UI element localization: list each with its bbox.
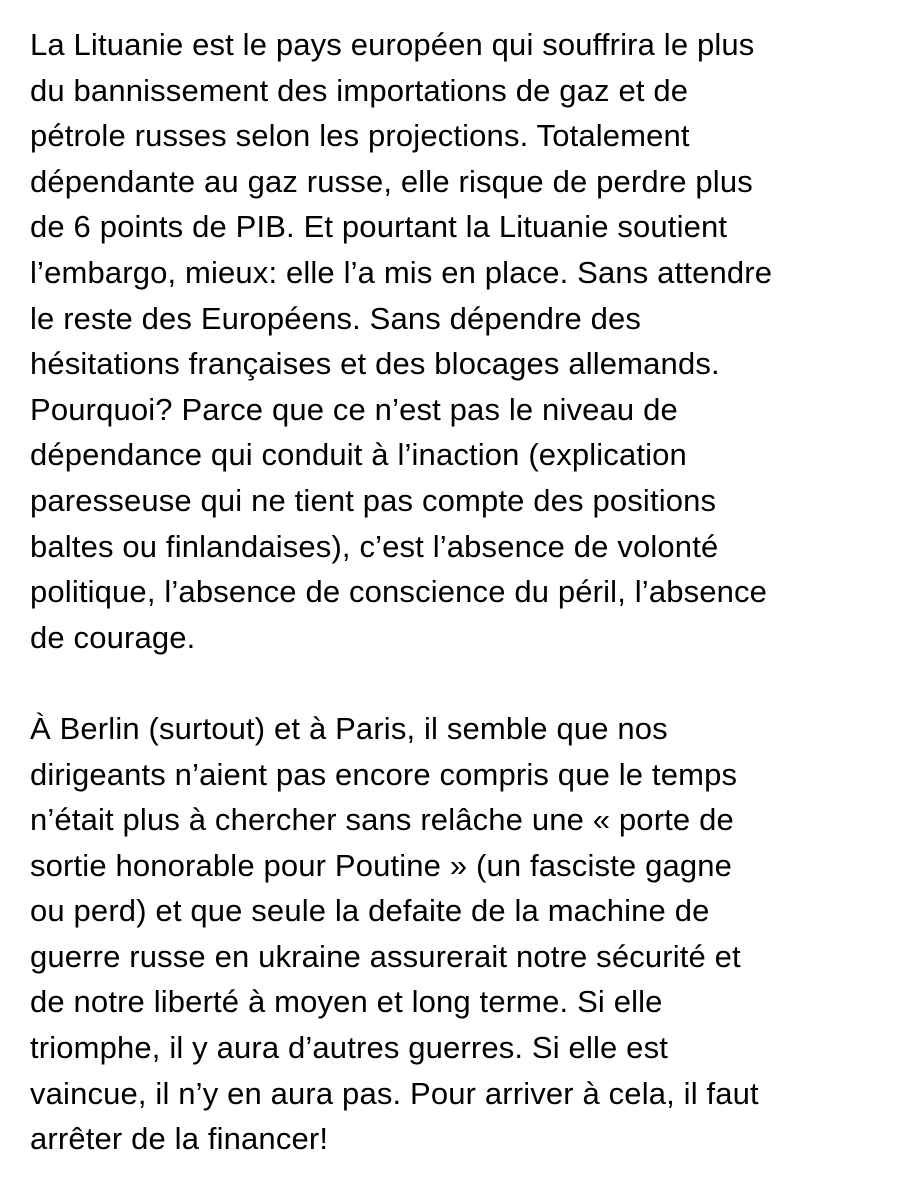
text-line: paresseuse qui ne tient pas compte des positions	[30, 482, 717, 518]
text-line: baltes ou finlandaises), c’est l’absence de volonté	[30, 528, 719, 564]
paragraph-spacer	[30, 660, 880, 706]
paragraph-1	[30, 22, 880, 660]
text-line: dépendante au gaz russe, elle risque de perdre plus	[30, 163, 753, 199]
text-line: hésitations françaises et des blocages allemands.	[30, 346, 720, 382]
text-line: du bannissement des importations de gaz et de	[30, 72, 689, 108]
text-line: l’embargo, mieux: elle l’a mis en place. Sans attendre	[30, 254, 773, 290]
text-line: ou perd) et que seule la defaite de la machine de	[30, 893, 710, 929]
text-line: politique, l’absence de conscience du péril, l’absence	[30, 574, 768, 610]
text-line: de courage.	[30, 619, 196, 655]
text-line: dépendance qui conduit à l’inaction (explication	[30, 437, 687, 473]
text-line: pétrole russes selon les projections. Totalement	[30, 118, 690, 154]
text-line: sortie honorable pour Poutine » (un fasciste gagne	[30, 847, 733, 883]
text-line: le reste des Européens. Sans dépendre des	[30, 300, 642, 336]
note-body	[30, 22, 880, 1162]
paragraph-2	[30, 706, 880, 1162]
text-line: guerre russe en ukraine assurerait notre sécurité et	[30, 938, 741, 974]
text-line: triomphe, il y aura d’autres guerres. Si elle est	[30, 1030, 668, 1066]
text-line: dirigeants n’aient pas encore compris que le temps	[30, 756, 738, 792]
text-line: de notre liberté à moyen et long terme. Si elle	[30, 984, 663, 1020]
text-line: de 6 points de PIB. Et pourtant la Lituanie soutient	[30, 209, 728, 245]
text-line: arrêter de la financer!	[30, 1121, 329, 1157]
text-line: La Lituanie est le pays européen qui souffrira le plus	[30, 27, 755, 62]
text-line: n’était plus à chercher sans relâche une « porte de	[30, 802, 734, 838]
text-line: vaincue, il n’y en aura pas. Pour arriver à cela, il faut	[30, 1075, 759, 1111]
text-line: À Berlin (surtout) et à Paris, il semble que nos	[30, 710, 668, 746]
text-line: Pourquoi? Parce que ce n’est pas le niveau de	[30, 391, 678, 427]
